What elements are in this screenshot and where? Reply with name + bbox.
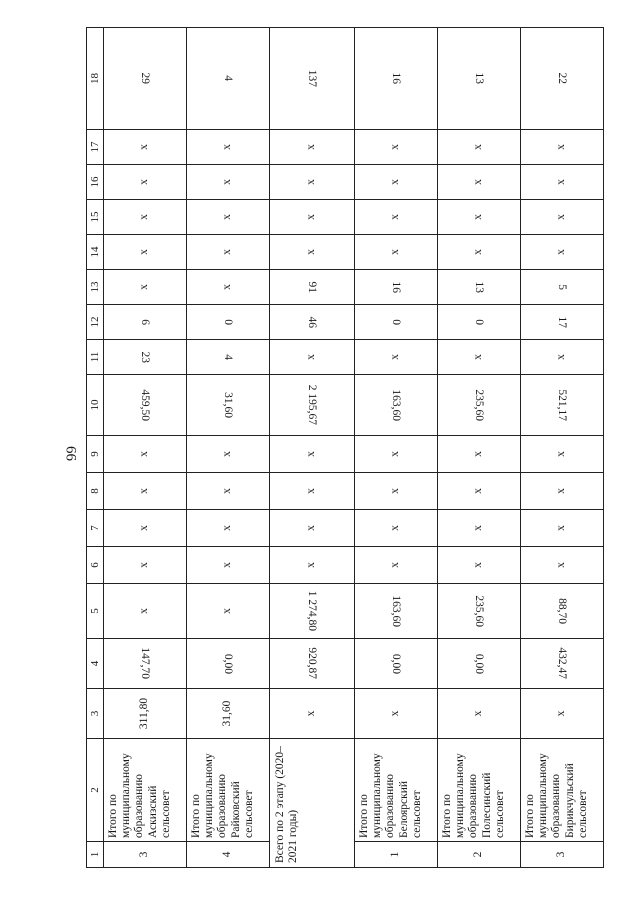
cell-col-4 [438, 639, 521, 689]
column-number-1: 1 [87, 842, 104, 868]
cell-value: x [305, 144, 318, 150]
cell-value: x [138, 284, 151, 290]
cell-col-9 [521, 436, 604, 473]
cell-col-6 [187, 547, 270, 584]
cell-value: x [472, 144, 485, 150]
cell-col-14 [438, 235, 521, 270]
cell-value: x [472, 710, 485, 717]
cell-col-4 [521, 639, 604, 689]
cell-col-17 [270, 130, 355, 165]
cell-col-7 [104, 510, 187, 547]
cell-col-3 [521, 689, 604, 739]
cell-value: x [221, 249, 234, 255]
cell-col-17 [187, 130, 270, 165]
row-name: Итого по муниципальному образованию Бирикчульский сельсовет [521, 739, 604, 842]
cell-col-14 [187, 235, 270, 270]
cell-value: 17 [556, 316, 569, 328]
cell-value: 13 [473, 281, 486, 293]
cell-col-11 [187, 340, 270, 375]
cell-value: 459,50 [139, 389, 152, 421]
cell-value: x [472, 562, 485, 568]
cell-col-18 [187, 28, 270, 130]
column-number-15: 15 [87, 200, 104, 235]
row-number: 1 [355, 842, 438, 868]
cell-col-13 [104, 270, 187, 305]
cell-col-13 [355, 270, 438, 305]
cell-col-15 [270, 200, 355, 235]
cell-value: x [472, 354, 485, 360]
cell-col-4 [270, 639, 355, 689]
page-number: 66 [62, 446, 79, 461]
cell-col-18 [438, 28, 521, 130]
cell-value: x [555, 451, 568, 457]
cell-col-12 [438, 305, 521, 340]
cell-col-14 [104, 235, 187, 270]
cell-col-3 [270, 689, 355, 739]
row-name: Итого по муниципальному образованию Аскизский сельсовет [104, 739, 187, 842]
cell-col-10 [355, 375, 438, 436]
cell-col-18 [521, 28, 604, 130]
cell-value: x [138, 608, 151, 614]
column-number-18: 18 [87, 28, 104, 130]
cell-col-16 [270, 165, 355, 200]
cell-value: 31,60 [222, 392, 235, 418]
cell-value: x [389, 249, 402, 255]
cell-value: x [221, 144, 234, 150]
cell-value: x [221, 608, 234, 614]
cell-value: x [138, 451, 151, 457]
cell-col-6 [104, 547, 187, 584]
cell-value: 23 [139, 351, 152, 363]
data-table [86, 27, 604, 868]
cell-value: x [305, 525, 318, 531]
cell-col-5 [355, 584, 438, 639]
cell-value: 16 [390, 281, 403, 293]
cell-col-17 [438, 130, 521, 165]
cell-value: 0,00 [390, 653, 403, 674]
column-number-13: 13 [87, 270, 104, 305]
cell-col-8 [521, 473, 604, 510]
row-name: Итого по муниципальному образованию Полесинский сельсовет [438, 739, 521, 842]
cell-value: x [221, 284, 234, 290]
cell-col-13 [270, 270, 355, 305]
cell-col-14 [521, 235, 604, 270]
cell-value: x [555, 562, 568, 568]
cell-value: x [221, 562, 234, 568]
cell-col-14 [270, 235, 355, 270]
cell-col-6 [438, 547, 521, 584]
cell-value: x [389, 144, 402, 150]
cell-col-12 [355, 305, 438, 340]
cell-col-17 [355, 130, 438, 165]
cell-col-9 [355, 436, 438, 473]
cell-col-16 [104, 165, 187, 200]
cell-col-10 [187, 375, 270, 436]
cell-value: x [389, 354, 402, 360]
cell-col-3 [355, 689, 438, 739]
cell-col-15 [355, 200, 438, 235]
cell-col-16 [521, 165, 604, 200]
cell-value: 91 [306, 281, 319, 293]
cell-value: 2 195,67 [306, 384, 319, 426]
header-row [87, 28, 104, 868]
cell-col-11 [521, 340, 604, 375]
cell-col-8 [355, 473, 438, 510]
column-number-12: 12 [87, 305, 104, 340]
cell-col-15 [438, 200, 521, 235]
cell-value: x [305, 710, 318, 717]
cell-col-7 [187, 510, 270, 547]
cell-value: x [138, 525, 151, 531]
cell-value: x [389, 179, 402, 185]
cell-col-12 [104, 305, 187, 340]
column-number-14: 14 [87, 235, 104, 270]
cell-value: x [221, 214, 234, 220]
cell-col-15 [521, 200, 604, 235]
cell-value: 235,60 [473, 389, 486, 421]
cell-value: 88,70 [556, 598, 569, 624]
cell-col-9 [104, 436, 187, 473]
cell-value: x [305, 249, 318, 255]
cell-col-9 [438, 436, 521, 473]
cell-col-15 [104, 200, 187, 235]
cell-value: x [472, 451, 485, 457]
cell-col-4 [187, 639, 270, 689]
cell-value: 0,00 [222, 653, 235, 674]
cell-value: 432,47 [556, 647, 569, 680]
cell-value: x [221, 179, 234, 185]
cell-value: x [472, 488, 485, 494]
cell-value: x [389, 562, 402, 568]
cell-value: x [138, 249, 151, 255]
cell-value: x [555, 488, 568, 494]
cell-col-8 [104, 473, 187, 510]
cell-col-4 [104, 639, 187, 689]
cell-value: 0 [222, 319, 235, 325]
cell-col-10 [438, 375, 521, 436]
cell-value: 16 [390, 72, 403, 85]
cell-col-3 [438, 689, 521, 739]
cell-value: 1 274,80 [306, 590, 319, 632]
cell-value: x [472, 214, 485, 220]
cell-value: x [472, 179, 485, 185]
cell-value: 920,87 [306, 647, 319, 680]
cell-value: 147,70 [139, 647, 152, 680]
rotated-table-container [86, 33, 589, 868]
cell-col-10 [270, 375, 355, 436]
cell-value: x [305, 179, 318, 185]
cell-col-17 [104, 130, 187, 165]
cell-value: x [305, 451, 318, 457]
cell-col-17 [521, 130, 604, 165]
cell-value: x [138, 214, 151, 220]
cell-col-7 [521, 510, 604, 547]
cell-col-13 [187, 270, 270, 305]
cell-col-16 [355, 165, 438, 200]
column-number-11: 11 [87, 340, 104, 375]
cell-col-7 [438, 510, 521, 547]
column-number-10: 10 [87, 375, 104, 436]
cell-value: x [221, 488, 234, 494]
cell-value: x [472, 525, 485, 531]
cell-col-9 [270, 436, 355, 473]
cell-value: 31,60 [221, 700, 234, 727]
column-number-16: 16 [87, 165, 104, 200]
cell-value: 6 [139, 319, 152, 325]
cell-col-15 [187, 200, 270, 235]
column-number-5: 5 [87, 584, 104, 639]
cell-col-18 [355, 28, 438, 130]
cell-col-12 [270, 305, 355, 340]
cell-value: x [389, 488, 402, 494]
cell-col-11 [104, 340, 187, 375]
cell-value: x [389, 451, 402, 457]
cell-value: x [555, 179, 568, 185]
row-number: 3 [104, 842, 187, 868]
cell-col-18 [270, 28, 355, 130]
cell-col-10 [104, 375, 187, 436]
cell-col-13 [438, 270, 521, 305]
cell-value: 13 [473, 72, 486, 85]
cell-value: x [138, 488, 151, 494]
cell-value: 22 [556, 72, 569, 85]
cell-value: x [389, 710, 402, 717]
cell-value: 4 [222, 75, 235, 82]
table-row [438, 28, 521, 868]
cell-value: x [555, 710, 568, 717]
row-name: Итого по муниципальному образованию Белоярский сельсовет [355, 739, 438, 842]
cell-col-12 [521, 305, 604, 340]
cell-value: 521,17 [556, 389, 569, 421]
cell-value: x [555, 214, 568, 220]
cell-col-5 [270, 584, 355, 639]
table-row [104, 28, 187, 868]
cell-value: x [305, 354, 318, 360]
cell-value: 46 [306, 316, 319, 328]
cell-col-8 [438, 473, 521, 510]
table-row [355, 28, 438, 868]
table-row [270, 28, 355, 868]
cell-value: 0 [390, 319, 403, 325]
cell-value: 235,60 [473, 595, 486, 627]
cell-value: x [138, 562, 151, 568]
cell-value: x [221, 451, 234, 457]
cell-value: 163,60 [390, 389, 403, 421]
cell-col-11 [355, 340, 438, 375]
table-row [521, 28, 604, 868]
cell-col-13 [521, 270, 604, 305]
cell-value: x [305, 488, 318, 494]
cell-col-14 [355, 235, 438, 270]
cell-col-3 [104, 689, 187, 739]
cell-col-16 [438, 165, 521, 200]
cell-value: x [555, 525, 568, 531]
cell-value: x [138, 144, 151, 150]
column-number-9: 9 [87, 436, 104, 473]
cell-col-10 [521, 375, 604, 436]
cell-value: x [555, 354, 568, 360]
cell-value: x [221, 525, 234, 531]
cell-col-12 [187, 305, 270, 340]
cell-value: x [555, 144, 568, 150]
cell-col-8 [270, 473, 355, 510]
cell-value: 137 [306, 69, 319, 88]
column-number-17: 17 [87, 130, 104, 165]
row-number: 4 [187, 842, 270, 868]
column-number-4: 4 [87, 639, 104, 689]
column-number-8: 8 [87, 473, 104, 510]
cell-col-4 [355, 639, 438, 689]
cell-col-5 [187, 584, 270, 639]
cell-col-7 [355, 510, 438, 547]
cell-col-8 [187, 473, 270, 510]
cell-col-7 [270, 510, 355, 547]
cell-value: x [389, 214, 402, 220]
cell-value: 0 [473, 319, 486, 325]
row-number: 2 [438, 842, 521, 868]
column-number-3: 3 [87, 689, 104, 739]
cell-value: 163,60 [390, 595, 403, 627]
row-name: Итого по муниципальному образованию Райковский сельсовет [187, 739, 270, 842]
column-number-6: 6 [87, 547, 104, 584]
cell-col-6 [270, 547, 355, 584]
cell-value: x [555, 249, 568, 255]
cell-value: 4 [222, 354, 235, 360]
cell-col-11 [270, 340, 355, 375]
row-number: 3 [521, 842, 604, 868]
table-row [187, 28, 270, 868]
cell-col-9 [187, 436, 270, 473]
cell-col-3 [187, 689, 270, 739]
cell-col-5 [521, 584, 604, 639]
cell-col-5 [104, 584, 187, 639]
cell-value: 29 [139, 72, 152, 85]
cell-col-6 [355, 547, 438, 584]
row-name: Всего по 2 этапу (2020–2021 годы) [270, 739, 355, 868]
cell-value: x [389, 525, 402, 531]
cell-col-18 [104, 28, 187, 130]
cell-col-5 [438, 584, 521, 639]
cell-col-16 [187, 165, 270, 200]
cell-value: 5 [556, 284, 569, 290]
cell-value: x [472, 249, 485, 255]
cell-value: 0,00 [473, 653, 486, 674]
cell-value: 311,80 [138, 697, 151, 730]
cell-value: x [305, 214, 318, 220]
column-number-7: 7 [87, 510, 104, 547]
cell-value: x [138, 179, 151, 185]
column-number-2: 2 [87, 739, 104, 842]
cell-col-6 [521, 547, 604, 584]
cell-col-11 [438, 340, 521, 375]
cell-value: x [305, 562, 318, 568]
